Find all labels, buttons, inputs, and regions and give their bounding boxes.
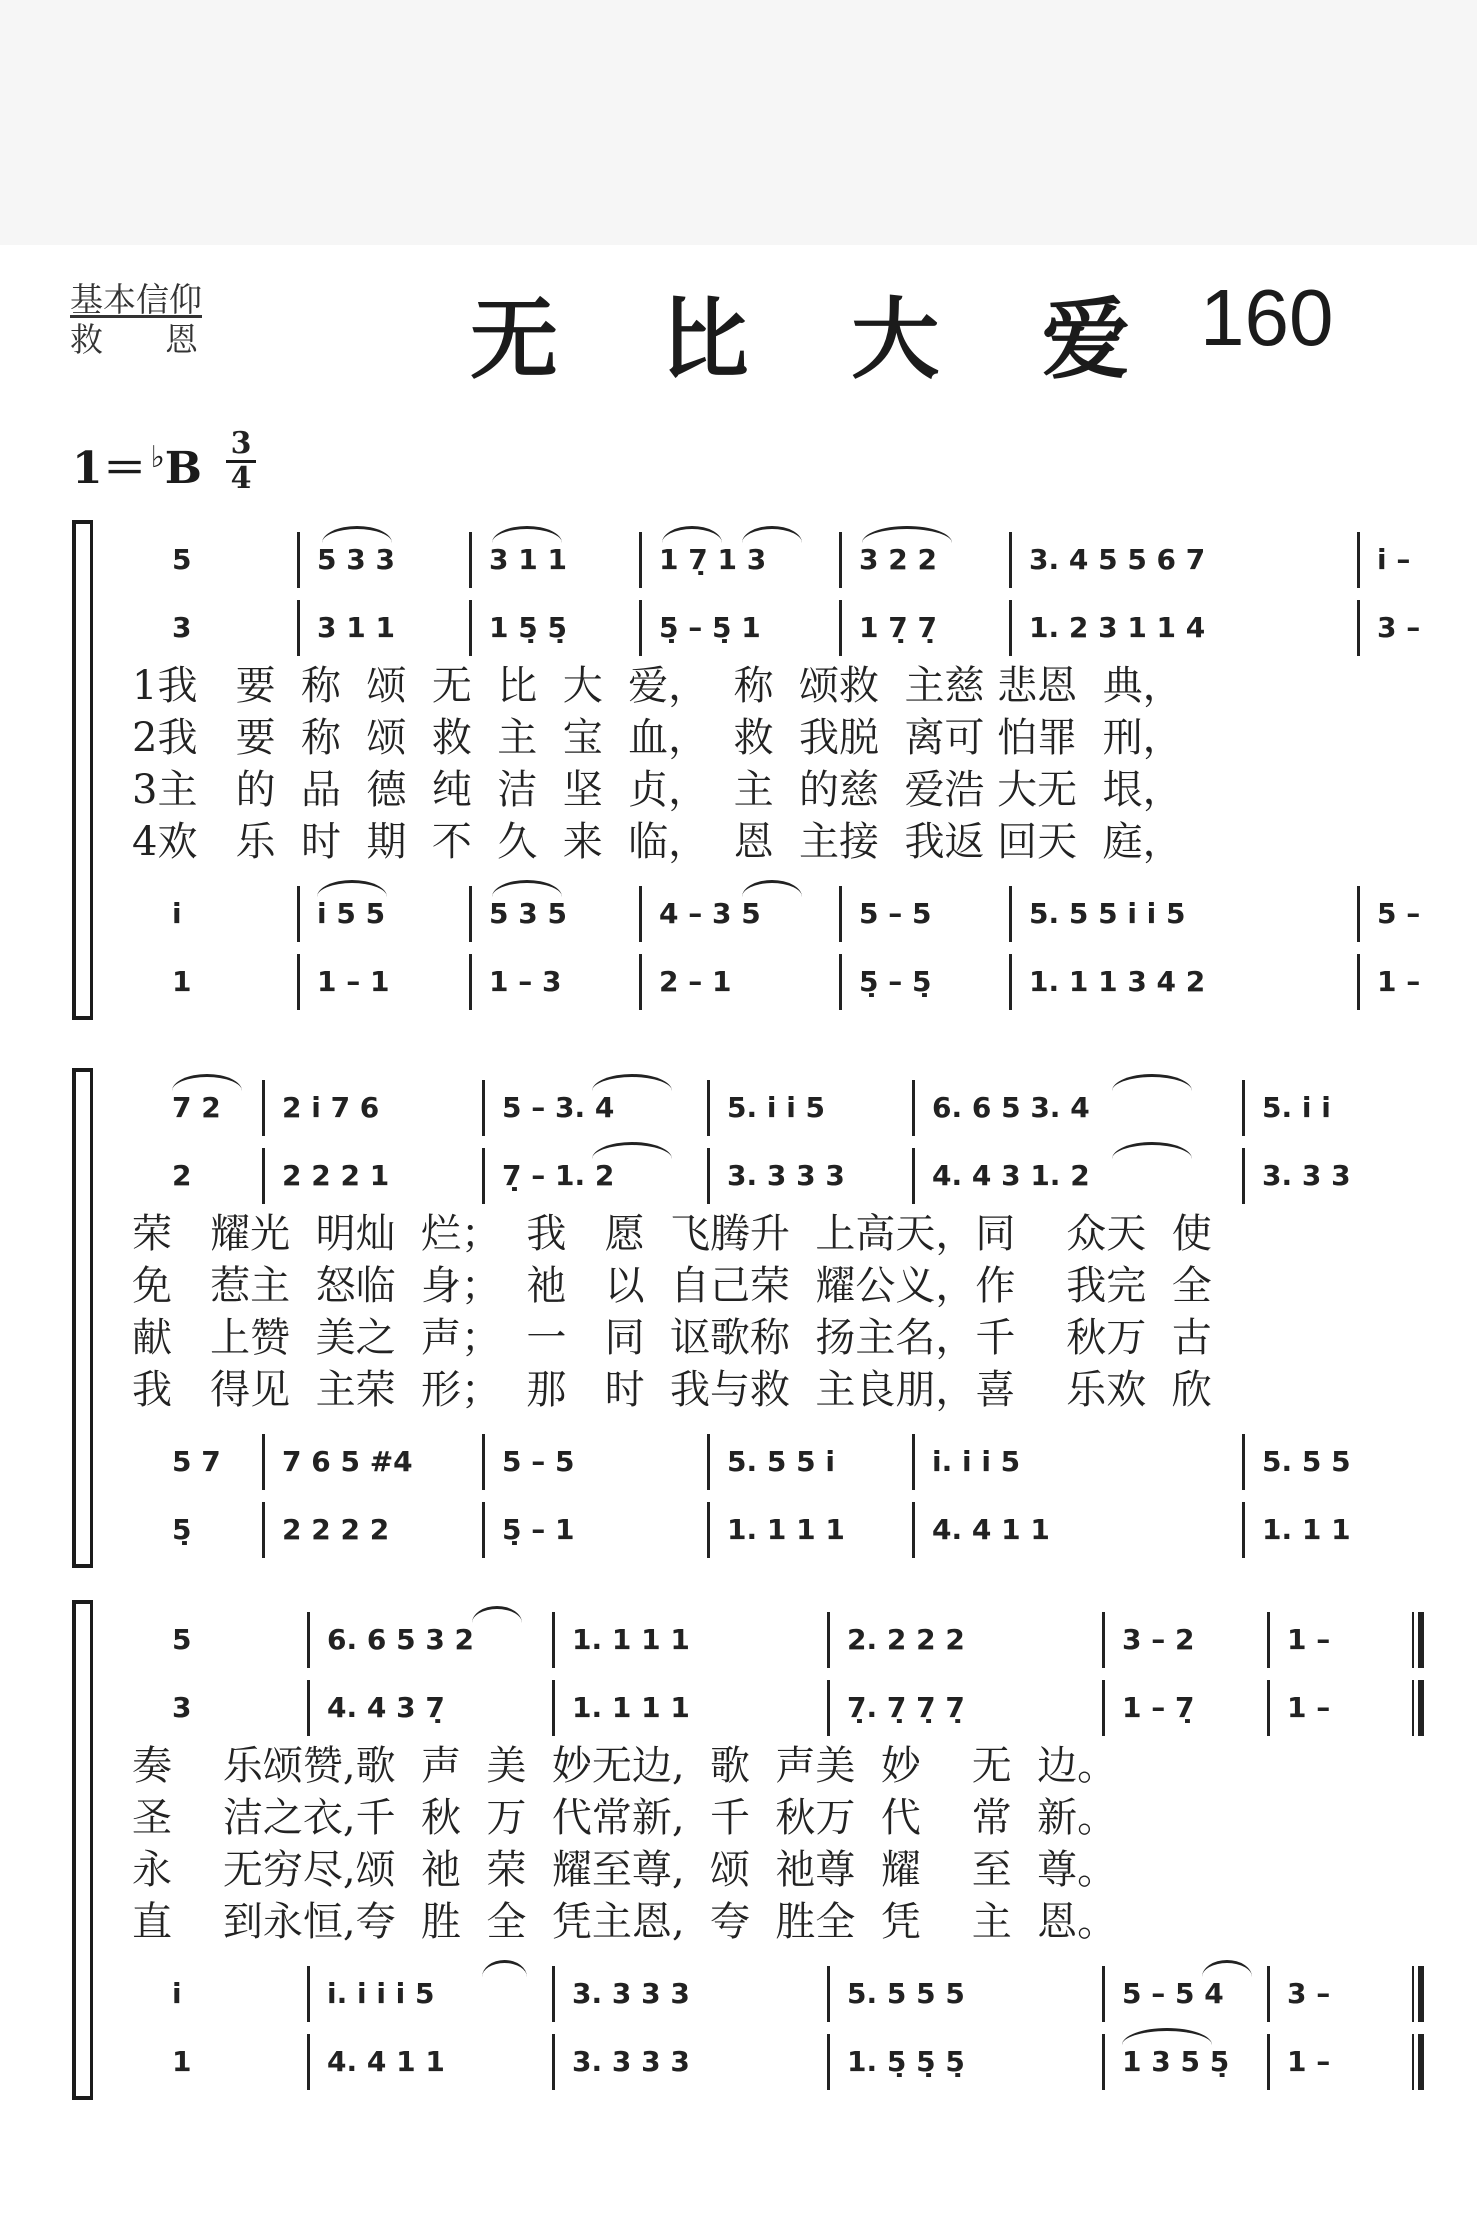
measure: 2 2 2 1	[282, 1159, 390, 1192]
measure: 1 3 5 5̣	[1122, 2045, 1230, 2078]
measure: 1. 1 1 1	[727, 1513, 845, 1546]
slur	[862, 526, 952, 543]
measure: 4. 4 3 1. 2	[932, 1159, 1090, 1192]
measure: 5̣ – 5̣	[859, 965, 932, 998]
key-signature	[72, 432, 202, 496]
measure: 1. 5̣ 5̣ 5̣	[847, 2045, 965, 2078]
key-note: B	[164, 443, 202, 494]
alto-row	[112, 1688, 1412, 1728]
barline	[1357, 600, 1360, 656]
measure: 5. i i 5	[727, 1091, 826, 1124]
barline	[297, 600, 300, 656]
barline	[297, 886, 300, 942]
barline	[552, 1966, 555, 2022]
barline	[1102, 1966, 1105, 2022]
slur	[317, 880, 387, 897]
measure: 3. 4 5 5 6 7	[1029, 543, 1206, 576]
measure: 1 7̣ 1 3	[659, 543, 767, 576]
measure: 7̣ – 1. 2	[502, 1159, 615, 1192]
barline	[639, 886, 642, 942]
barline	[482, 1434, 485, 1490]
measure: 3. 3 3 3	[727, 1159, 845, 1192]
measure: 3. 3 3 3	[572, 1977, 690, 2010]
measure: 1 – 3	[489, 965, 562, 998]
barline	[262, 1434, 265, 1490]
measure: 3 –	[1287, 1977, 1331, 2010]
slur	[1112, 1074, 1192, 1091]
time-sig-bottom: 4	[230, 461, 252, 496]
measure: 1 7̣ 7̣	[859, 611, 937, 644]
soprano-row	[112, 1620, 1412, 1660]
measure: 5 –	[1377, 897, 1421, 930]
measure: 1 –	[1377, 965, 1421, 998]
barline	[469, 886, 472, 942]
measure: 5. 5 5 5	[847, 1977, 965, 2010]
category-line2: 救恩	[70, 320, 260, 359]
tenor-row	[112, 894, 1421, 934]
tenor-row	[112, 1442, 1412, 1482]
measure: 4. 4 3 7̣	[327, 1691, 445, 1724]
tenor-row	[112, 1974, 1412, 2014]
final-barline	[1412, 1612, 1424, 1668]
soprano-row	[112, 540, 1412, 580]
barline	[707, 1434, 710, 1490]
measure: 1. 1 1	[1262, 1513, 1351, 1546]
slur	[742, 880, 802, 897]
measure: 7 2	[172, 1091, 221, 1124]
barline	[307, 1966, 310, 2022]
measure: i. i i 5	[932, 1445, 1021, 1478]
slur	[492, 526, 562, 543]
measure: 5. 5 5	[1262, 1445, 1351, 1478]
measure: 2 i 7 6	[282, 1091, 380, 1124]
measure: 3 1 1	[317, 611, 395, 644]
measure: 6. 6 5 3 2	[327, 1623, 475, 1656]
measure: 5. i i	[1262, 1091, 1331, 1124]
measure: 5̣	[172, 1513, 192, 1546]
measure: 5̣ – 1	[502, 1513, 575, 1546]
soprano-row	[112, 1088, 1412, 1128]
slur	[592, 1074, 672, 1091]
barline	[827, 1612, 830, 1668]
barline	[1357, 532, 1360, 588]
slur	[322, 526, 392, 543]
barline	[639, 600, 642, 656]
time-sig-top: 3	[230, 426, 252, 461]
barline	[1267, 2034, 1270, 2090]
measure: 1. 1 1 1	[572, 1623, 690, 1656]
measure: 3 1 1	[489, 543, 567, 576]
barline	[469, 600, 472, 656]
system-3	[72, 1600, 1412, 2100]
measure: 5̣ – 5̣ 1	[659, 611, 761, 644]
system-2	[72, 1068, 1412, 1568]
measure: 4 – 3 5	[659, 897, 761, 930]
slur	[172, 1074, 242, 1091]
measure: 3	[172, 1691, 192, 1724]
barline	[827, 1966, 830, 2022]
final-barline	[1412, 1680, 1424, 1736]
measure: 5 3 3	[317, 543, 395, 576]
measure: 2	[172, 1159, 192, 1192]
measure: 5. 5 5 i	[727, 1445, 835, 1478]
bass-row	[112, 1510, 1412, 1550]
barline	[469, 954, 472, 1010]
barline	[297, 532, 300, 588]
bass-row	[112, 962, 1421, 1002]
measure: 5 – 5	[859, 897, 932, 930]
lyric-verse-3: 3主 的 品 德 纯 洁 坚 贞， 主 的慈 爱浩 大无 垠，	[132, 767, 1183, 813]
barline	[912, 1502, 915, 1558]
barline	[839, 954, 842, 1010]
measure: 1 – 7̣	[1122, 1691, 1195, 1724]
slur	[1202, 1960, 1252, 1977]
barline	[707, 1148, 710, 1204]
barline	[469, 532, 472, 588]
barline	[482, 1148, 485, 1204]
measure: 5 – 3. 4	[502, 1091, 615, 1124]
measure: 3. 3 3	[1262, 1159, 1351, 1192]
lyric-verse-4: 我 得见 主荣 形； 那 时 我与救 主良朋，喜 乐欢 欣	[132, 1367, 1212, 1413]
barline	[307, 2034, 310, 2090]
measure: 1 –	[1287, 1691, 1331, 1724]
barline	[552, 1680, 555, 1736]
barline	[262, 1502, 265, 1558]
measure: 5	[172, 543, 192, 576]
measure: 1 – 1	[317, 965, 390, 998]
measure: 1. 1 1 3 4 2	[1029, 965, 1206, 998]
flat-icon: ♭	[150, 440, 165, 475]
barline	[639, 954, 642, 1010]
slur	[1112, 1142, 1192, 1159]
measure: 7̣. 7̣ 7̣ 7̣	[847, 1691, 965, 1724]
barline	[1102, 2034, 1105, 2090]
measure: 1 5̣ 5̣	[489, 611, 567, 644]
measure: 3	[172, 611, 192, 644]
lyric-verse-1: 荣 耀光 明灿 烂； 我 愿 飞腾升 上高天，同 众天 使	[132, 1211, 1212, 1257]
alto-row	[112, 608, 1421, 648]
slur	[472, 1606, 522, 1623]
measure: 6. 6 5 3. 4	[932, 1091, 1090, 1124]
barline	[1009, 954, 1012, 1010]
bass-row	[112, 2042, 1412, 2082]
measure: i	[172, 1977, 182, 2010]
slur	[482, 1960, 527, 1977]
category-line1: 基本信仰	[70, 280, 202, 319]
measure: 3 – 2	[1122, 1623, 1195, 1656]
barline	[552, 1612, 555, 1668]
barline	[1009, 600, 1012, 656]
lyric-verse-4: 直 到永恒,夸 胜 全 凭主恩, 夸 胜全 凭 主 恩。	[132, 1899, 1118, 1945]
barline	[1242, 1148, 1245, 1204]
measure: 4. 4 1 1	[932, 1513, 1050, 1546]
lyric-verse-1: 1我 要 称 颂 无 比 大 爱， 称 颂救 主慈 悲恩 典，	[132, 663, 1183, 709]
hymn-title: 无 比 大 爱	[470, 287, 1166, 391]
measure: 5 3 5	[489, 897, 567, 930]
measure: 4. 4 1 1	[327, 2045, 445, 2078]
barline	[707, 1080, 710, 1136]
barline	[912, 1080, 915, 1136]
final-barline	[1412, 2034, 1424, 2090]
barline	[839, 886, 842, 942]
measure: 5 – 5 4	[1122, 1977, 1224, 2010]
system-bracket	[72, 1600, 90, 2100]
barline	[827, 1680, 830, 1736]
slur	[662, 526, 722, 543]
barline	[1242, 1080, 1245, 1136]
system-1	[72, 520, 1421, 1020]
top-band	[0, 0, 1477, 245]
key-prefix: 1＝	[72, 443, 147, 494]
barline	[307, 1612, 310, 1668]
measure: 5 7	[172, 1445, 221, 1478]
barline	[1009, 532, 1012, 588]
system-bracket	[72, 520, 90, 1020]
measure: 3 –	[1377, 611, 1421, 644]
slur	[1122, 2028, 1212, 2045]
measure: 1. 1 1 1	[572, 1691, 690, 1724]
lyric-verse-2: 免 惹主 怒临 身； 祂 以 自己荣 耀公义，作 我完 全	[132, 1263, 1212, 1309]
barline	[482, 1502, 485, 1558]
measure: 2. 2 2 2	[847, 1623, 965, 1656]
measure: 2 – 1	[659, 965, 732, 998]
category-label	[70, 280, 260, 360]
measure: i –	[1377, 543, 1411, 576]
measure: 1. 2 3 1 1 4	[1029, 611, 1206, 644]
barline	[1267, 1680, 1270, 1736]
final-barline	[1412, 1966, 1424, 2022]
barline	[1357, 954, 1360, 1010]
time-signature	[226, 428, 256, 495]
lyric-verse-1: 奏 乐颂赞,歌 声 美 妙无边, 歌 声美 妙 无 边。	[132, 1743, 1118, 1789]
barline	[639, 532, 642, 588]
measure: 2 2 2 2	[282, 1513, 390, 1546]
barline	[827, 2034, 830, 2090]
slur	[592, 1142, 672, 1159]
barline	[262, 1080, 265, 1136]
barline	[1242, 1434, 1245, 1490]
barline	[552, 2034, 555, 2090]
lyric-verse-3: 永 无穷尽,颂 祂 荣 耀至尊, 颂 祂尊 耀 至 尊。	[132, 1847, 1118, 1893]
barline	[1242, 1502, 1245, 1558]
barline	[912, 1148, 915, 1204]
barline	[307, 1680, 310, 1736]
barline	[482, 1080, 485, 1136]
lyric-verse-2: 圣 洁之衣,千 秋 万 代常新, 千 秋万 代 常 新。	[132, 1795, 1118, 1841]
barline	[1357, 886, 1360, 942]
measure: 1	[172, 965, 192, 998]
measure: 5 – 5	[502, 1445, 575, 1478]
barline	[1102, 1680, 1105, 1736]
measure: i	[172, 897, 182, 930]
lyric-verse-3: 献 上赞 美之 声； 一 同 讴歌称 扬主名，千 秋万 古	[132, 1315, 1212, 1361]
barline	[262, 1148, 265, 1204]
system-bracket	[72, 1068, 90, 1568]
measure: 1 –	[1287, 2045, 1331, 2078]
measure: 5. 5 5 i i 5	[1029, 897, 1186, 930]
measure: i. i i i 5	[327, 1977, 435, 2010]
barline	[1102, 1612, 1105, 1668]
barline	[839, 600, 842, 656]
barline	[1267, 1612, 1270, 1668]
barline	[1267, 1966, 1270, 2022]
slur	[492, 880, 562, 897]
barline	[297, 954, 300, 1010]
barline	[707, 1502, 710, 1558]
measure: 1 –	[1287, 1623, 1331, 1656]
lyric-verse-4: 4欢 乐 时 期 不 久 来 临， 恩 主接 我返 回天 庭，	[132, 819, 1183, 865]
measure: 1	[172, 2045, 192, 2078]
barline	[912, 1434, 915, 1490]
measure: 7 6 5 #4	[282, 1445, 413, 1478]
slur	[742, 526, 802, 543]
measure: i 5 5	[317, 897, 386, 930]
measure: 3. 3 3 3	[572, 2045, 690, 2078]
hymn-number: 160	[1200, 273, 1334, 362]
lyric-verse-2: 2我 要 称 颂 救 主 宝 血， 救 我脱 离可 怕罪 刑，	[132, 715, 1183, 761]
barline	[839, 532, 842, 588]
barline	[1009, 886, 1012, 942]
alto-row	[112, 1156, 1412, 1196]
measure: 3 2 2	[859, 543, 937, 576]
measure: 5	[172, 1623, 192, 1656]
